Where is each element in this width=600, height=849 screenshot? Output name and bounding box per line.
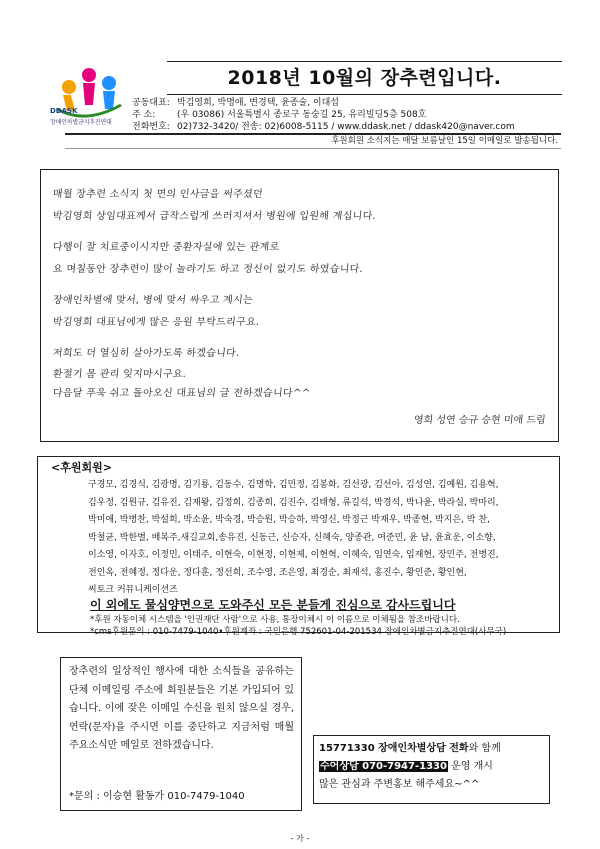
ddask-logo bbox=[55, 65, 125, 125]
donor-row: 전인옥, 전혜정, 정다운, 정다훈, 정선희, 조수영, 조은영, 최경순, 최재석, 홍진수, 황인준, 황인현, bbox=[88, 567, 467, 578]
donor-row: 씨토크 커뮤니케이션즈 bbox=[88, 585, 178, 595]
letter-line: 박김영희 상임대표께서 급작스럽게 쓰러지셔서 병원에 입원해 계십니다. bbox=[52, 211, 377, 222]
counsel-line-1: 15771330 장애인차별상담 전화와 함께 bbox=[319, 743, 501, 754]
letter-line: 매월 장추련 소식지 첫 면의 인사글을 써주셨던 bbox=[52, 189, 264, 200]
mailing-text: 장추련의 일상적인 행사에 대한 소식들을 공유하는 단체 이메일링 주소에 회원분들은 기본 가입되어 있습니다. 이에 잦은 이메일 수신을 원치 않으실 경우, 연락(문자)을 주시면 이를 중단하고 지금처럼 매월 주요소식만 메일로 전하겠습니다. bbox=[69, 666, 294, 751]
donor-row: 박미애, 박병찬, 박설희, 박소윤, 박숙경, 박승원, 박승하, 박영신, 박정근 박재우, 박종현, 박지은, 박 찬, bbox=[88, 515, 490, 525]
thanks-message: 이 외에도 물심양면으로 도와주신 모든 분들게 진심으로 감사드립니다 bbox=[90, 598, 456, 612]
counsel-line-2: 수어상담 070-7947-1330 운영 개시 bbox=[320, 761, 493, 772]
cms-note: *cms후원문의 : 010-7479-1040•후원계좌 : 국민은행 752601-04-201534 장애인차별금지추진연대(사무국) bbox=[90, 627, 507, 637]
donor-row: 김우정, 김원규, 김유진, 김재왕, 김정희, 김종희, 김진수, 김태형, 류길석, 박경석, 박나윤, 박라실, 박마리, bbox=[88, 497, 499, 508]
logo-brand: DDASK bbox=[50, 107, 78, 115]
logo-org-name: 장애인차별금지추진연대 bbox=[50, 119, 112, 126]
donor-row: 박철균, 박한별, 배복주,새길교회,송유진, 신동근, 신승자, 신혜숙, 양종관, 여준민, 윤 남, 윤효운, 이소향, bbox=[88, 532, 496, 543]
info-representatives: 공동대표: 박김영희, 박명애, 변경택, 윤종술, 이대섭 bbox=[132, 98, 339, 108]
mailing-list-box bbox=[60, 657, 302, 811]
letter-line: 요 며칠동안 장추련이 많이 놀라기도 하고 정신이 없기도 하였습니다. bbox=[52, 264, 364, 275]
letter-line: 장애인차별에 맞서, 병에 맞서 싸우고 계시는 bbox=[52, 295, 254, 306]
sign-language-hotline: 수어상담 070-7947-1330 bbox=[320, 761, 447, 772]
letter-line: 환절기 몸 관리 잊지마시구요. bbox=[52, 369, 187, 380]
mailing-contact: *문의 : 이승현 활동가 010-7479-1040 bbox=[69, 791, 245, 802]
donor-title: <후원회원> bbox=[51, 461, 112, 474]
letter-line: 다행이 잘 치료중이시지만 중환자실에 있는 관계로 bbox=[52, 242, 280, 253]
info-address: 주 소: (우 03086) 서울특별시 종로구 동숭길 25, 유리빌딩5층 508호 bbox=[132, 110, 427, 120]
letter-line: 다음달 푸욱 쉬고 돌아오신 대표님의 글 전하겠습니다^^ bbox=[52, 388, 311, 399]
counsel-line-3: 많은 관심과 주변홍보 해주세요~^^ bbox=[319, 779, 480, 790]
info-contact: 전화번호: 02)732-3420/ 전송: 02)6008-5115 / www.ddask.net / ddask420@naver.com bbox=[132, 122, 515, 132]
counsel-box bbox=[313, 735, 550, 804]
letter-signature: 영희 성연 승규 승현 미애 드림 bbox=[413, 415, 547, 426]
page-number: - 가 - bbox=[290, 834, 310, 843]
greeting-letter bbox=[40, 169, 559, 442]
donor-row: 이소영, 이자호, 이정민, 이태주, 이현숙, 이현정, 이현제, 이현혁, 이혜숙, 임연숙, 임재현, 장민주, 전병진, bbox=[88, 550, 499, 560]
transfer-note: *후원 자동이체 시스템을 '인권재단 사람'으로 사용, 통장이체시 이 이름으로 이체됨을 참조바랍니다. bbox=[90, 615, 460, 625]
mailing-notice: 후원회원 소식지는 매달 보름날인 15일 이메일로 발송됩니다. bbox=[331, 136, 558, 146]
letter-line: 박김영희 대표님에게 많은 응원 부탁드리구요. bbox=[52, 317, 261, 328]
counsel-hotline: 15771330 장애인차별상담 전화 bbox=[319, 743, 469, 754]
donor-names bbox=[88, 477, 548, 600]
newsletter-title: 2018년 10월의 장추련입니다. bbox=[227, 67, 502, 89]
donor-box bbox=[37, 456, 560, 637]
letter-line: 저희도 더 열심히 살아가도록 하겠습니다. bbox=[52, 348, 241, 359]
donor-row: 구경모, 김경식, 김광명, 김기룡, 김동수, 김명학, 김민정, 김봉화, 김선광, 김선아, 김성연, 김예원, 김용혁, bbox=[88, 480, 499, 490]
